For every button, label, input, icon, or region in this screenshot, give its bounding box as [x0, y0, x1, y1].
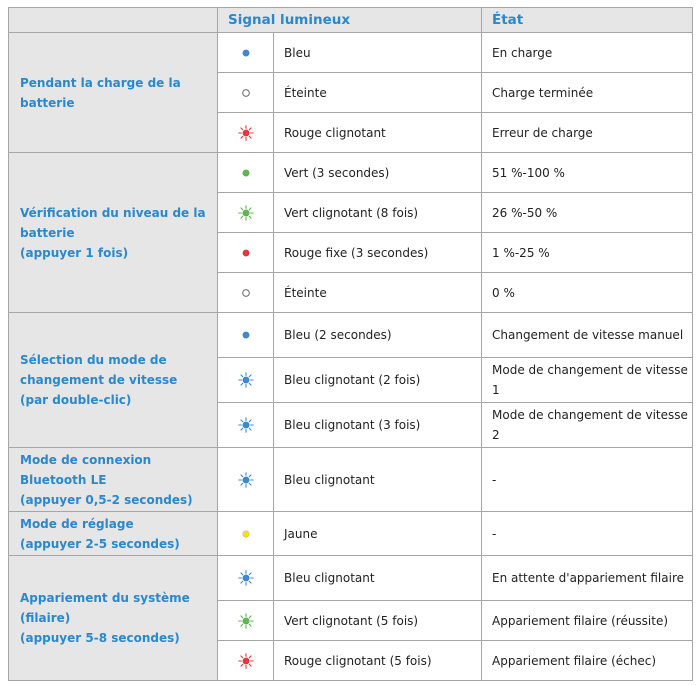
category-cell — [9, 512, 218, 556]
blinking-led-icon — [238, 472, 254, 488]
led-cell — [218, 273, 274, 313]
state-cell: Mode de changement de vitesse 2 — [482, 403, 693, 448]
category-label-lines: Mode de connexion Bluetooth LE (appuyer 0,5-2 secondes) — [20, 452, 193, 507]
off-led-icon — [238, 85, 254, 101]
led-cell — [218, 512, 274, 556]
signal-cell: Bleu clignotant (3 fois) — [274, 403, 482, 448]
led-cell — [218, 641, 274, 681]
solid-led-icon — [238, 526, 254, 542]
signal-cell: Bleu — [274, 33, 482, 73]
category-label-lines: Mode de réglage (appuyer 2-5 secondes) — [20, 516, 180, 551]
state-cell: 51 %-100 % — [482, 153, 693, 193]
category-label-lines: Appariement du système (filaire) (appuyer 5-8 secondes) — [20, 591, 190, 645]
led-cell — [218, 73, 274, 113]
state-cell: Erreur de charge — [482, 113, 693, 153]
signal-cell: Éteinte — [274, 73, 482, 113]
category-cell — [9, 313, 218, 448]
blinking-led-icon — [238, 570, 254, 586]
led-cell — [218, 193, 274, 233]
state-cell: - — [482, 512, 693, 556]
category-label-lines: Vérification du niveau de la batterie (appuyer 1 fois) — [20, 205, 206, 260]
state-cell: Changement de vitesse manuel — [482, 313, 693, 358]
led-cell — [218, 153, 274, 193]
state-cell: Appariement filaire (réussite) — [482, 601, 693, 641]
blinking-led-icon — [238, 653, 254, 669]
state-cell: En attente d'appariement filaire — [482, 556, 693, 601]
category-cell — [9, 33, 218, 153]
signal-cell: Jaune — [274, 512, 482, 556]
table-row — [9, 153, 693, 193]
state-cell: 26 %-50 % — [482, 193, 693, 233]
led-cell — [218, 403, 274, 448]
state-cell: Charge terminée — [482, 73, 693, 113]
off-led-icon — [238, 285, 254, 301]
led-cell — [218, 313, 274, 358]
header-state: État — [482, 8, 693, 33]
signal-cell: Vert (3 secondes) — [274, 153, 482, 193]
table-row — [9, 33, 693, 73]
category-cell — [9, 556, 218, 681]
solid-led-icon — [238, 245, 254, 261]
signal-cell: Rouge fixe (3 secondes) — [274, 233, 482, 273]
state-cell: 1 %-25 % — [482, 233, 693, 273]
category-label-lines: Pendant la charge de la batterie — [20, 75, 181, 110]
header-signal: Signal lumineux — [218, 8, 482, 33]
blinking-led-icon — [238, 417, 254, 433]
solid-led-icon — [238, 165, 254, 181]
table-row — [9, 448, 693, 512]
signal-cell: Vert clignotant (8 fois) — [274, 193, 482, 233]
category-cell — [9, 448, 218, 512]
table-row — [9, 556, 693, 601]
signal-cell: Vert clignotant (5 fois) — [274, 601, 482, 641]
blinking-led-icon — [238, 613, 254, 629]
table-header-row — [9, 8, 693, 33]
led-cell — [218, 556, 274, 601]
table-row — [9, 313, 693, 358]
table-row — [9, 512, 693, 556]
solid-led-icon — [238, 45, 254, 61]
led-cell — [218, 601, 274, 641]
state-cell: Appariement filaire (échec) — [482, 641, 693, 681]
blinking-led-icon — [238, 205, 254, 221]
state-cell: Mode de changement de vitesse 1 — [482, 358, 693, 403]
led-cell — [218, 233, 274, 273]
state-cell: 0 % — [482, 273, 693, 313]
state-cell: - — [482, 448, 693, 512]
signal-cell: Bleu clignotant (2 fois) — [274, 358, 482, 403]
state-cell: En charge — [482, 33, 693, 73]
led-cell — [218, 33, 274, 73]
category-cell — [9, 153, 218, 313]
signal-cell: Bleu clignotant — [274, 556, 482, 601]
header-blank — [9, 8, 218, 33]
led-signal-table — [8, 7, 693, 681]
led-cell — [218, 448, 274, 512]
led-cell — [218, 358, 274, 403]
blinking-led-icon — [238, 125, 254, 141]
signal-cell: Bleu clignotant — [274, 448, 482, 512]
led-cell — [218, 113, 274, 153]
signal-cell: Rouge clignotant (5 fois) — [274, 641, 482, 681]
signal-cell: Éteinte — [274, 273, 482, 313]
signal-cell: Rouge clignotant — [274, 113, 482, 153]
category-label-lines: Sélection du mode de changement de vitesse (par double-clic) — [20, 353, 178, 407]
blinking-led-icon — [238, 372, 254, 388]
solid-led-icon — [238, 327, 254, 343]
signal-cell: Bleu (2 secondes) — [274, 313, 482, 358]
